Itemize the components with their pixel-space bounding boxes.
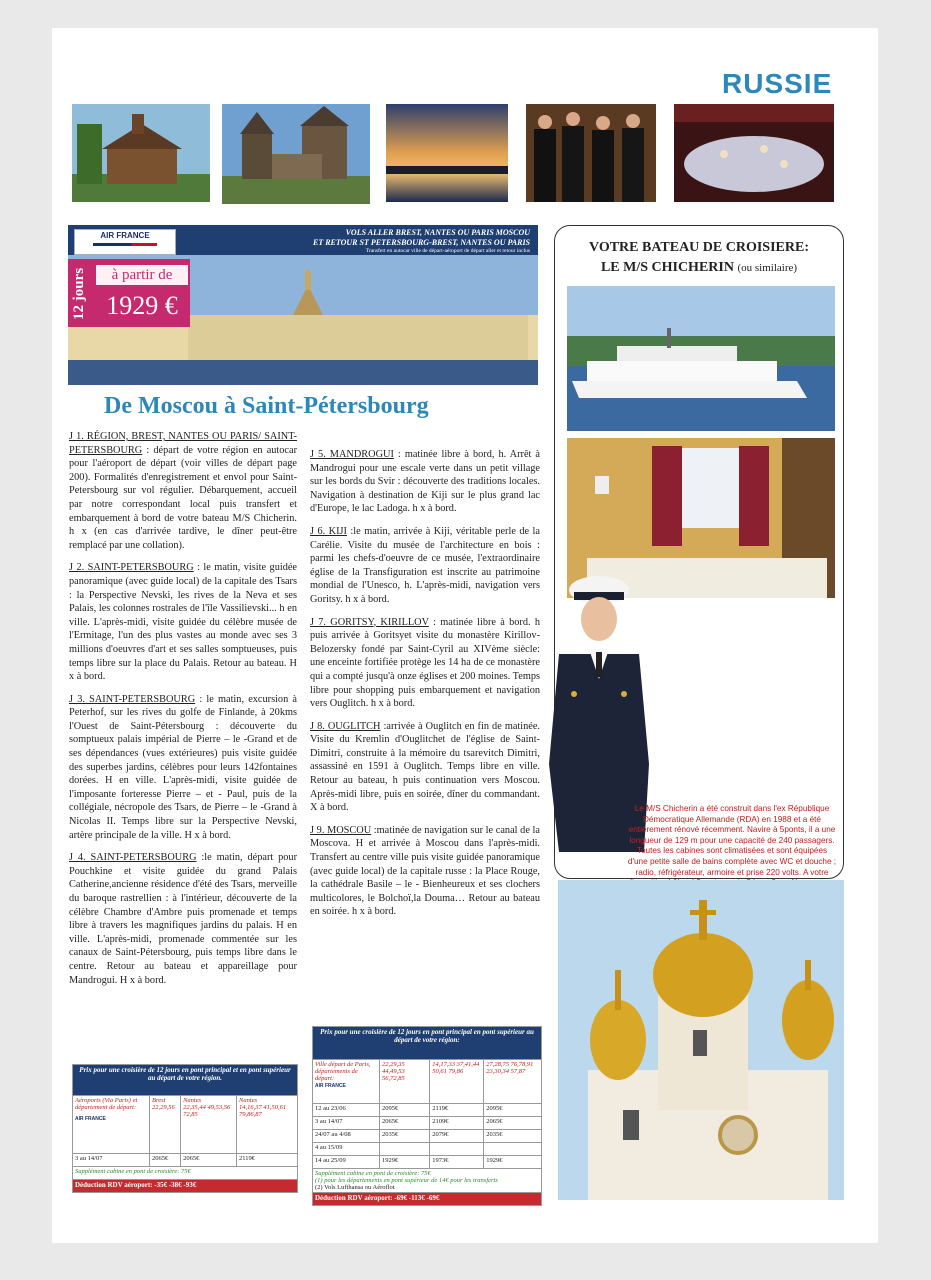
photo-golden-domes: [558, 880, 844, 1200]
table-right-col-1: 22,29,35 44,49,53 56,72,85: [380, 1060, 430, 1104]
air-france-mini-logo: AIR FRANCE: [315, 1083, 346, 1089]
ship-title: VOTRE BATEAU DE CROISIERE: LE M/S CHICHERIN (ou similaire): [588, 240, 809, 275]
table-left-date: 3 au 14/07: [73, 1154, 150, 1167]
itinerary-day-5: J 5. MANDROGUI : matinée libre à bord, h. Arrêt à Mandrogui pour une escale verte dans un petit village sur les bords du Svir : découverte des traditions locales. Navigation à destination de Kiji sur le plus grand lac d'Europe, le lac Ladoga. h x à bord.: [310, 449, 540, 515]
table-left-head-4: Nantes 14,16,37 41,50,61 79,86,87: [237, 1096, 298, 1154]
offer-banner: [68, 225, 538, 385]
country-title: RUSSIE: [722, 68, 833, 99]
ship-panel: [554, 225, 844, 879]
itinerary-day-2: J 2. SAINT-PETERSBOURG : le matin, visite guidée panoramique (avec guide local) de la capitale des Tsars : la Perspective Nevski, les rives de la Neva et ses Palais, les colonnes rostrales de l'île Vassilievski... h en ville. L'après-midi, visite guidée du célèbre musée de l'Ermitage, l'un des plus vastes au monde avec ses 3 millions d'oeuvres d'art et ses salles somptueuses, puis temps libre sur la place du Palais. Retour au bateau. H x à bord.: [69, 562, 297, 683]
itinerary-day-8: J 8. OUGLITCH :arrivée à Ouglitch en fin de matinée. Visite du Kremlin d'Ouglitchet de l'église de Saint-Dimitri, construite à la mémoire du tsarevitch Dimitri, assassiné en 1591 à Ouglitch. Temps libre en ville. Retour au bateau, h puis continuation vers Moscou. Après-midi libre, puis en soirée, dîner du commandant. X à bord.: [310, 720, 541, 814]
itinerary-day-4: J 4. SAINT-PETERSBOURG :le matin, départ pour Pouchkine et visite guidée du grand Palais Catherine,ancienne résidence d'été des Tsars, merveille du baroque rastrellien : à l'intérieur, découverte de la célèbre Chambre d'Ambre puis promenade et temps libre à travers les magnifiques jardins du palais. H en ville. L'après-midi, promenade commentée sur les canaux de Saint-Pétersbourg, puis temps libre dans le centre. Retour au bateau et appareillage pour Mandrogui. H x à bord.: [69, 852, 298, 986]
table-left-head-3: Nantes 22,35,44 49,53,56 72,85: [181, 1096, 237, 1154]
photo-circus: [674, 104, 834, 202]
itinerary-day-1: J 1. RÉGION, BREST, NANTES OU PARIS/ SAINT-PETERSBOURG : départ de votre région en autocar pour l'aéroport de départ (voir villes de départ page 200). Formalités d'enregistrement et envol pour Saint-Petersbourg sur vol régulier. Débarquement, accueil par notre correspondant local puis transfert et embarquement à bord de votre bateau M/S Chicherin. h x (en cas d'arrivée tardive, le dîner peut-être remplacé par une collation).: [69, 431, 297, 551]
price-days: 12 jours: [71, 267, 87, 321]
table-left-head-1: Aéroports (Via Paris) et département de départ: AIR FRANCE: [73, 1096, 150, 1154]
itinerary-day-6: J 6. KIJI :le matin, arrivée à Kiji, véritable perle de la Carélie. Visite du musée de l'architecture en bois : parmi les chefs-d'oeuvre de ce musée, l'extraordinaire église de la Transfiguration est inscrite au patrimoine mondial de l'Unesco, h. L'après-midi, navigation vers Goritsy. h x à bord.: [310, 525, 540, 605]
price-table-right: [312, 1026, 542, 1206]
table-left-head-2: Brest 22,29,56: [150, 1096, 181, 1154]
banner-line-2: ET RETOUR ST PETERSBOURG-BREST, NANTES OU PARIS: [312, 238, 530, 247]
air-france-mini-logo: AIR FRANCE: [75, 1116, 106, 1122]
table-left-price: 2065€: [150, 1154, 181, 1167]
table-row: 14 au 25/09 1929€ 1973€ 1929€: [313, 1156, 542, 1169]
photo-river-sunset: [386, 104, 508, 202]
table-row: 3 au 14/07 2065€ 2109€ 2065€: [313, 1117, 542, 1130]
ship-description: Le M/S Chicherin a été construit dans l'ex République Démocratique Allemande (RDA) en 1988 et a été entièrement rénové récemment. Navire à 5ponts, il a une longueur de 129 m pour une capacité de 240 passagers. Toutes les cabines sont climatisées et sont équipées d'une petite salle de bains complète avec WC et douche ; radio, réfrigérateur, armoire et prise 220 volts. A votre: [627, 804, 837, 877]
price-amount: 1929 €: [106, 291, 178, 320]
itinerary-day-7: J 7. GORITSY, KIRILLOV : matinée libre à bord. h puis arrivée à Goritsyet visite du monastère Kirillov-Belozersky fondé par Saint-Cyril au XIVème siècle: une enceinte fortifiée protège les 14 ha de ce monastère qui a compté jusqu'à onze églises et 200 moines. Temps libre pour shopping puis embarquement et navigation vers Ouglitch. h x à bord.: [310, 616, 541, 710]
price-from-label: à partir de: [96, 265, 188, 285]
table-right-col-3: 27,28,75 76,78,91 23,30,34 57,87: [484, 1060, 542, 1104]
table-right-title: Prix pour une croisière de 12 jours en pont principal en pont supérieur au départ de votre région:: [313, 1027, 542, 1060]
page: [52, 28, 878, 1243]
banner-line-3: Transfert en autocar ville de départ-aéroport de départ aller et retour inclus: [365, 248, 530, 254]
banner-line-1: VOLS ALLER BREST, NANTES OU PARIS MOSCOU: [345, 228, 530, 237]
table-right-footer: Déduction RDV aéroport: -69€ -113€ -69€: [313, 1193, 542, 1206]
itinerary-day-3: J 3. SAINT-PETERSBOURG : le matin, excursion à Peterhof, sur les rives du golfe de Finlande, à 20kms l'Ouest de Saint-Pétersbourg : découverte du somptueux palais impérial de Pierre – le -Grand et de ses dépendances (vues extérieures) puis visite guidée des superbes jardins, célèbres pour leurs 142fontaines dorées. H en ville. L'après-midi, visite guidée de l'imposante forteresse Pierre – et - Paul, puis de la collégiale, nécropole des Tsars, de Pierre – le -Grand à Nicolas II. Temps libre sur la Perspective Nevski, artère principale de la ville. H x à bord.: [69, 693, 297, 841]
itinerary-day-9: J 9. MOSCOU :matinée de navigation sur le canal de la Moscova. H et arrivée à Moscou dans l'après-midi. Transfert au centre ville puis visite guidée panoramique (avec guide local) de la capitale russe : la Place Rouge, la cathédrale Basile – le - Bienheureux et ses clochers multicolores, le Bolchoï,la Douma… Retour au bateau en soirée. h x à bord.: [310, 824, 540, 918]
photo-choir: [526, 104, 656, 202]
air-france-logo: AIR FRANCE: [74, 229, 176, 255]
table-left-note: Supplément cabine en pont de croisière: 75€: [73, 1167, 298, 1180]
table-right-notes: Supplément cabine en pont de croisière: 75€ (1) pour les départements en pont supérieur de 14€ pour les transferts (2) Vols Lufthansa ou Aéroflot: [313, 1169, 542, 1193]
table-right-head: Ville départ de Paris, départements de départ: AIR FRANCE: [313, 1060, 380, 1104]
table-row: 24/07 au 4/08 2035€ 2079€ 2035€: [313, 1130, 542, 1143]
table-row: 4 au 15/09: [313, 1143, 542, 1156]
photo-wooden-church: [72, 104, 210, 202]
table-left-title: Prix pour une croisière de 12 jours en pont principal et en pont supérieur au départ de votre région.: [73, 1065, 298, 1096]
trip-title: De Moscou à Saint-Pétersbourg: [104, 393, 429, 419]
table-row: 12 au 23/06 2095€ 2119€ 2095€: [313, 1104, 542, 1117]
table-left-price: 2119€: [237, 1154, 298, 1167]
table-right-col-2: 14,17,33 37,41,44 50,61 79,86: [430, 1060, 484, 1104]
price-table-left: [72, 1064, 298, 1193]
itinerary-column-1: [69, 430, 297, 996]
itinerary-column-2: [310, 448, 540, 928]
price-box: [68, 259, 190, 327]
photo-ship: [567, 286, 835, 431]
table-left-footer: Déduction RDV aéroport: -35€ -38€ -93€: [73, 1180, 298, 1193]
photo-kizhi-church: [222, 104, 370, 204]
table-left-price: 2065€: [181, 1154, 237, 1167]
